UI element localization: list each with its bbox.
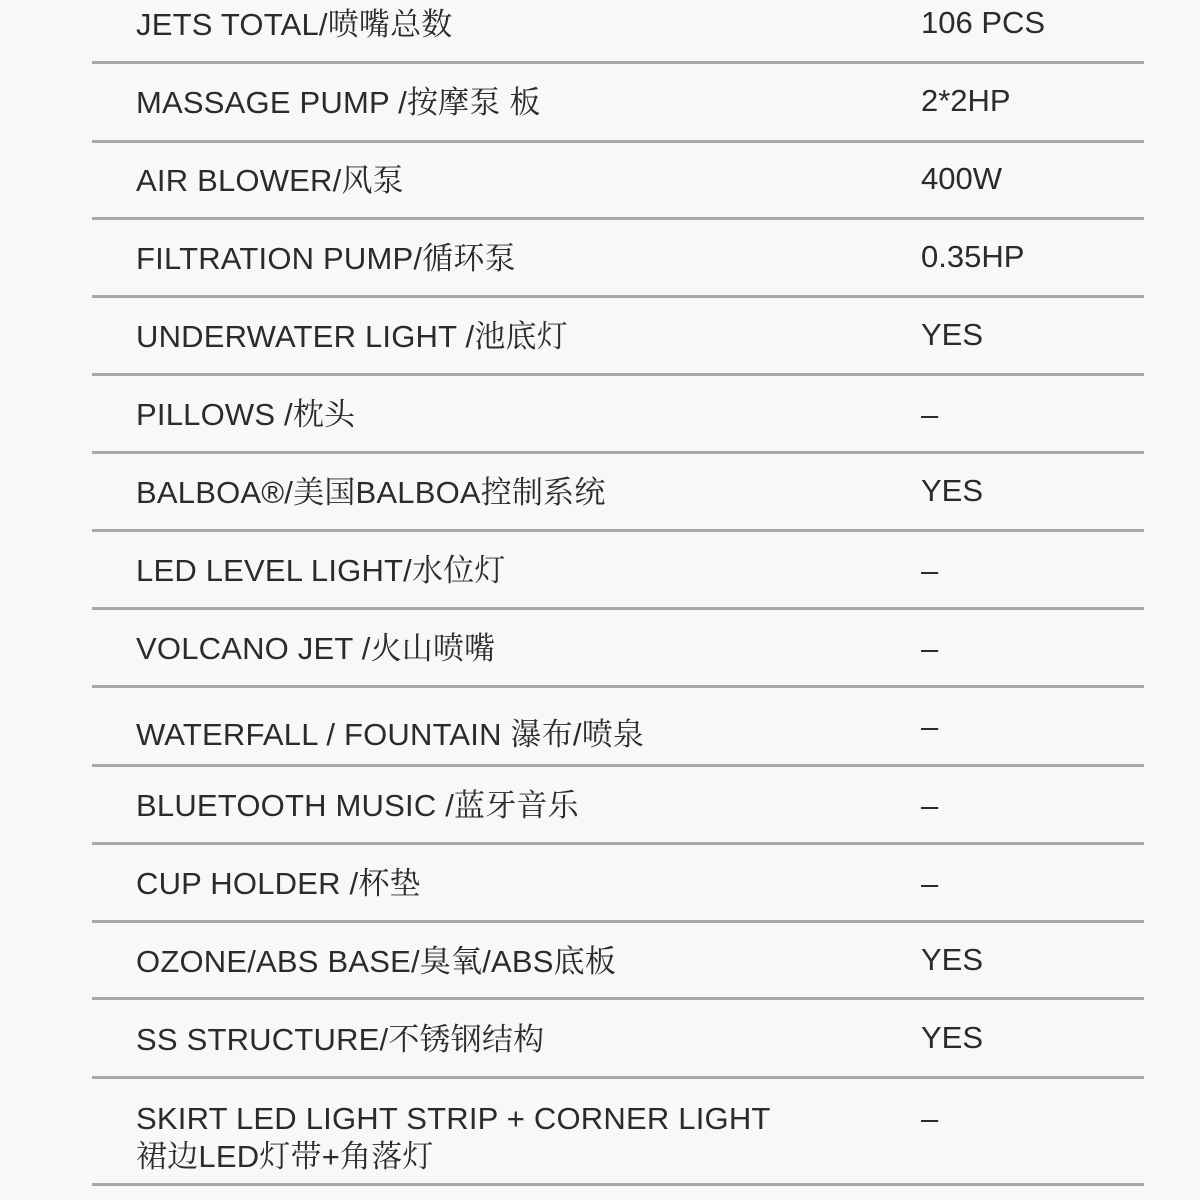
spec-value: – (921, 1101, 939, 1136)
row-divider (92, 373, 1144, 376)
spec-value: 400W (921, 161, 1002, 196)
spec-value: – (921, 631, 939, 666)
row-divider (92, 140, 1144, 143)
spec-value: YES (921, 942, 984, 977)
row-divider (92, 451, 1144, 454)
spec-label: LED LEVEL LIGHT/水位灯 (136, 553, 506, 588)
row-divider (92, 685, 1144, 688)
spec-value: 0.35HP (921, 239, 1025, 274)
row-divider (92, 842, 1144, 845)
spec-label: FILTRATION PUMP/循环泵 (136, 241, 516, 276)
spec-label: JETS TOTAL/喷嘴总数 (136, 7, 453, 42)
row-divider (92, 217, 1144, 220)
spec-value: – (921, 709, 939, 744)
spec-value: – (921, 553, 939, 588)
spec-label: PILLOWS /枕头 (136, 397, 356, 432)
spec-label: WATERFALL / FOUNTAIN 瀑布/喷泉 (136, 717, 645, 752)
spec-value: 2*2HP (921, 83, 1011, 118)
row-divider (92, 61, 1144, 64)
spec-label: BALBOA®/美国BALBOA控制系统 (136, 475, 606, 510)
row-divider (92, 607, 1144, 610)
spec-label: CUP HOLDER /杯垫 (136, 866, 421, 901)
row-divider (92, 920, 1144, 923)
spec-value: – (921, 788, 939, 823)
spec-label: AIR BLOWER/风泵 (136, 163, 404, 198)
spec-value: – (921, 397, 939, 432)
spec-label-line1: SKIRT LED LIGHT STRIP + CORNER LIGHT (136, 1101, 771, 1136)
spec-value: 106 PCS (921, 5, 1046, 40)
row-divider (92, 529, 1144, 532)
spec-value: YES (921, 473, 984, 508)
row-divider (92, 1183, 1144, 1186)
spec-label (136, 1100, 771, 1176)
row-divider (92, 1076, 1144, 1079)
spec-label-line2: 裙边LED灯带+角落灯 (136, 1139, 434, 1174)
spec-value: – (921, 866, 939, 901)
spec-label: VOLCANO JET /火山喷嘴 (136, 631, 496, 666)
spec-value: YES (921, 317, 984, 352)
row-divider (92, 295, 1144, 298)
spec-label: BLUETOOTH MUSIC /蓝牙音乐 (136, 788, 579, 823)
row-divider (92, 764, 1144, 767)
row-divider (92, 997, 1144, 1000)
spec-label: UNDERWATER LIGHT /池底灯 (136, 319, 568, 354)
spec-value: YES (921, 1020, 984, 1055)
spec-label: OZONE/ABS BASE/臭氧/ABS底板 (136, 944, 617, 979)
spec-label: SS STRUCTURE/不锈钢结构 (136, 1022, 545, 1057)
spec-label: MASSAGE PUMP /按摩泵 板 (136, 85, 541, 120)
